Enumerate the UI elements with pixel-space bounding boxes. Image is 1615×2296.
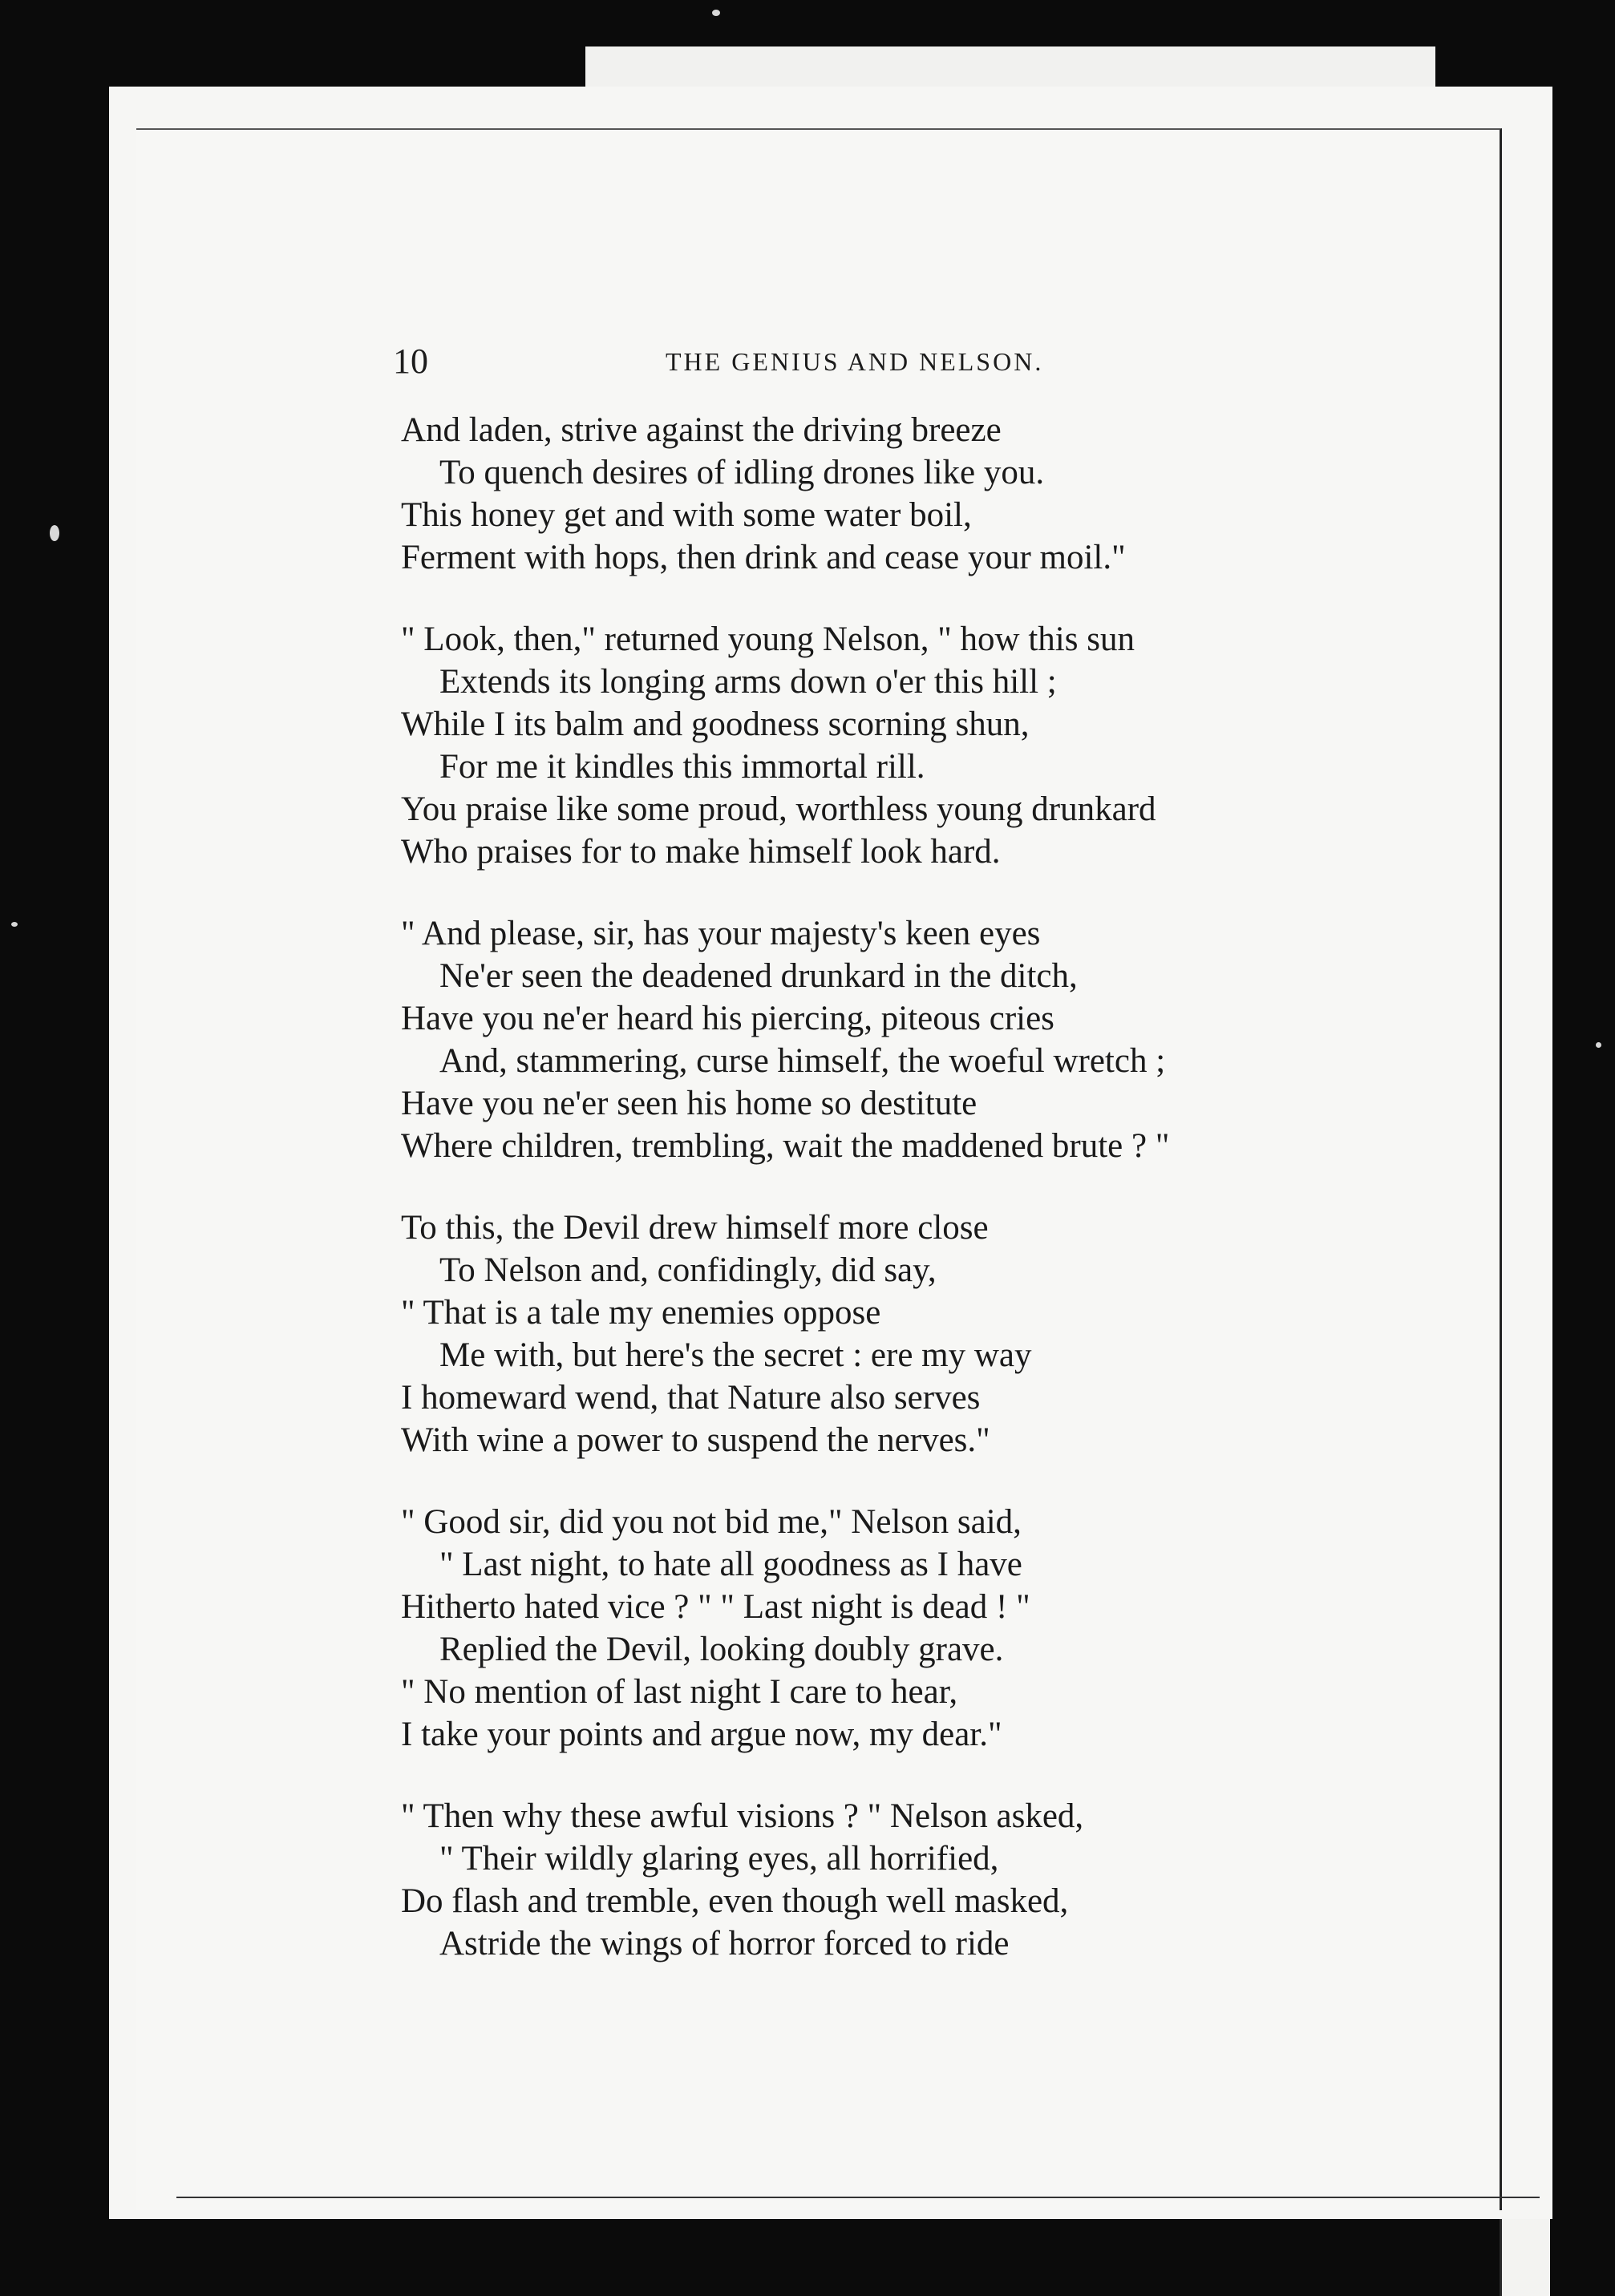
poem-line: And, stammering, curse himself, the woeful wretch ; — [439, 1042, 1166, 1080]
poem-line: " Their wildly glaring eyes, all horrified, — [439, 1840, 999, 1878]
poem-line: I homeward wend, that Nature also serves — [401, 1379, 981, 1417]
poem-line: To quench desires of idling drones like you. — [439, 454, 1045, 491]
stanza — [401, 1207, 1492, 1461]
poem-line: Where children, trembling, wait the maddened brute ? " — [401, 1127, 1170, 1165]
dust-speck — [712, 10, 720, 16]
poem-line: While I its balm and goodness scorning shun, — [401, 705, 1030, 743]
page-number: 10 — [393, 342, 428, 381]
poem-line: " Then why these awful visions ? " Nelson asked, — [401, 1797, 1084, 1835]
page-header — [393, 341, 1195, 389]
poem-line: " And please, sir, has your majesty's keen eyes — [401, 915, 1041, 952]
poem-line: And laden, strive against the driving breeze — [401, 411, 1002, 449]
stanza — [401, 618, 1492, 873]
poem-line: Astride the wings of horror forced to ride — [439, 1925, 1010, 1963]
dust-speck — [50, 525, 59, 541]
poem-line: Replied the Devil, looking doubly grave. — [439, 1631, 1004, 1668]
poem-line: With wine a power to suspend the nerves." — [401, 1421, 990, 1459]
poem-line: Do flash and tremble, even though well masked, — [401, 1882, 1069, 1920]
dust-speck — [11, 922, 18, 927]
page-bottom-edge — [176, 2197, 1540, 2206]
poem-line: This honey get and with some water boil, — [401, 496, 972, 534]
running-title: THE GENIUS AND NELSON. — [666, 347, 1044, 376]
poem-line: Ne'er seen the deadened drunkard in the ditch, — [439, 957, 1078, 995]
poem-line: " No mention of last night I care to hear, — [401, 1673, 958, 1711]
poem-line: " Good sir, did you not bid me," Nelson said, — [401, 1503, 1022, 1541]
poem-line: Me with, but here's the secret : ere my way — [439, 1336, 1032, 1374]
poem-line: Hitherto hated vice ? " " Last night is dead ! " — [401, 1588, 1030, 1626]
poem-line: Have you ne'er seen his home so destitute — [401, 1085, 978, 1122]
poem-line: Extends its longing arms down o'er this hill ; — [439, 663, 1057, 701]
poem-line: To this, the Devil drew himself more close — [401, 1209, 989, 1247]
stanza — [401, 1795, 1492, 1965]
stanza — [401, 409, 1492, 579]
poem-line: " Look, then," returned young Nelson, " how this sun — [401, 620, 1135, 658]
dust-speck — [1596, 1042, 1601, 1048]
poem-line: " Last night, to hate all goodness as I have — [439, 1546, 1022, 1583]
poem-line: Have you ne'er heard his piercing, piteous cries — [401, 1000, 1054, 1037]
poem-line: Who praises for to make himself look hard. — [401, 833, 1001, 871]
poem-line: " That is a tale my enemies oppose — [401, 1294, 881, 1332]
poem-line: Ferment with hops, then drink and cease your moil." — [401, 539, 1126, 576]
poem-line: To Nelson and, confidingly, did say, — [439, 1251, 937, 1289]
stanza — [401, 912, 1492, 1167]
poem-text — [401, 409, 1492, 2004]
poem-line: I take your points and argue now, my dear." — [401, 1716, 1002, 1753]
poem-line: You praise like some proud, worthless young drunkard — [401, 790, 1156, 828]
poem-line: For me it kindles this immortal rill. — [439, 748, 925, 786]
stanza — [401, 1501, 1492, 1756]
